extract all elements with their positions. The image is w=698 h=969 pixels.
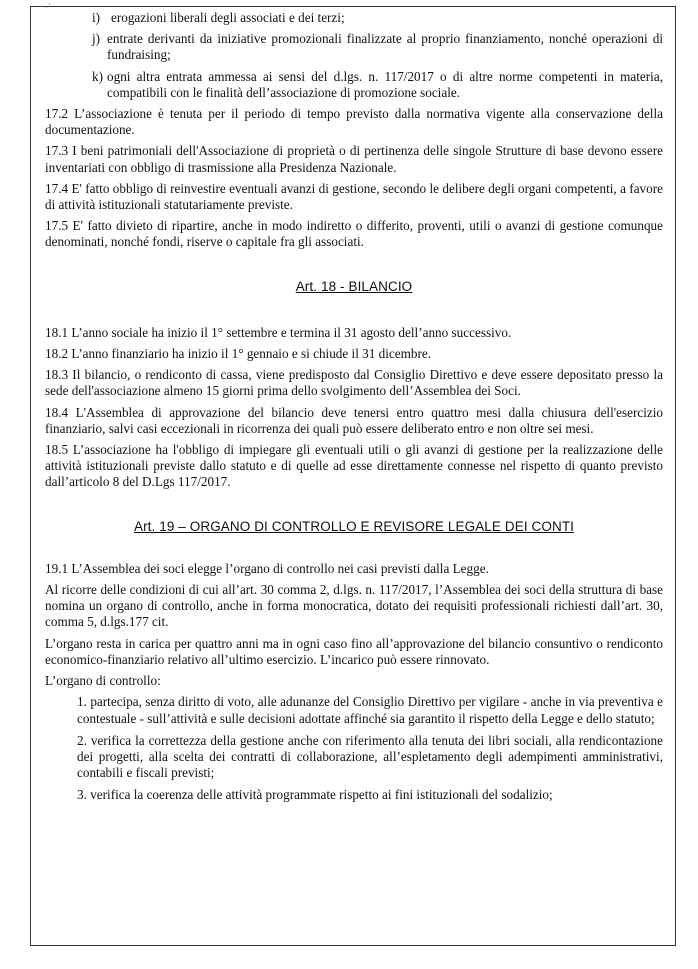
control-duties-list (45, 694, 663, 803)
list-item-i (45, 10, 663, 26)
document-body (45, 10, 663, 810)
list-marker: j) (92, 31, 101, 47)
paragraph-19-control-intro: L’organo di controllo: (45, 673, 161, 689)
list-item: 1. partecipa, senza diritto di voto, alle adunanze del Consiglio Direttivo per vigilare - anche in via preventiva e contestuale - sull’attività e sulle decisioni adottate affinché sia garantito il rispetto della Legge e dello statuto; (77, 694, 663, 726)
paragraph-18-1: 18.1 L’anno sociale ha inizio il 1° settembre e termina il 31 agosto dell’anno successivo. (45, 324, 512, 340)
list-item-text: ogni altra entrata ammessa ai sensi del d.lgs. n. 117/2017 o di altre norme competenti in materia, compatibili con le finalità dell’associazione di promozione sociale. (107, 68, 663, 100)
paragraph-17-2: 17.2 L’associazione è tenuta per il periodo di tempo previsto dalla normativa vigente alla conservazione della documentazione. (45, 106, 663, 138)
paragraph-17-5: 17.5 E' fatto divieto di ripartire, anche in modo indiretto o differito, proventi, utili o avanzi di gestione comunque denominati, nonché fondi, riserve o capitale fra gli associati. (45, 218, 663, 250)
list-item-k (45, 69, 663, 101)
paragraph-18-4: 18.4 L'Assemblea di approvazione del bilancio deve tenersi entro quattro mesi dalla chiusura dell'esercizio finanziario, salvi casi eccezionali in ricorrenza dei quali può essere deliberato entro e non oltre sei mesi. (45, 404, 663, 436)
paragraph-18-3: 18.3 Il bilancio, o rendiconto di cassa, viene predisposto dal Consiglio Direttivo e deve essere depositato presso la sede dell'associazione almeno 15 giorni prima dello svolgimento dell’Assemblea dei Soci. (45, 367, 663, 399)
list-item-text: entrate derivanti da iniziative promozionali finalizzate al proprio finanziamento, nonché operazioni di fundraising; (107, 31, 663, 63)
paragraph-19-term: L’organo resta in carica per quattro anni ma in ogni caso fino all’approvazione del bilancio consuntivo o rendiconto economico-finanziario relativo all’ultimo esercizio. L’incarico può essere rinnovato. (45, 635, 663, 667)
scan-mark: ·´ (45, 2, 51, 12)
article-18-heading: Art. 18 - BILANCIO (295, 278, 413, 294)
list-item: 2. verifica la correttezza della gestione anche con riferimento alla tenuta dei libri sociali, alla rendicontazione dei progetti, alla scelta dei contratti di collaborazione, all’espletamento degli adempimenti amministrativi, contabili e fiscali previsti; (77, 732, 663, 781)
list-item-j (45, 31, 663, 63)
paragraph-18-5: 18.5 L’associazione ha l'obbligo di impiegare gli eventuali utili o gli avanzi di gestione per la realizzazione delle attività istituzionali previste dallo statuto e di quelle ad esse direttamente connesse nel rispetto di quanto previsto dall’articolo 8 del D.Lgs 117/2017. (45, 442, 663, 490)
paragraph-18-2: 18.2 L’anno finanziario ha inizio il 1° gennaio e si chiude il 31 dicembre. (45, 346, 432, 362)
paragraph-17-4: 17.4 E' fatto obbligo di reinvestire eventuali avanzi di gestione, secondo le delibere degli organi competenti, a favore di attività istituzionali statutariamente previste. (45, 180, 663, 213)
list-item: 3. verifica la coerenza delle attività programmate rispetto ai fini istituzionali del sodalizio; (77, 787, 553, 803)
list-marker: i) (92, 10, 101, 25)
paragraph-19-conditions: Al ricorre delle condizioni di cui all’art. 30 comma 2, d.lgs. n. 117/2017, l’Assemblea dei soci della struttura di base nomina un organo di controllo, anche in forma monocratica, dotato dei requisiti professionali richiesti dall’art. 30, comma 5, d.lgs.177 cit. (45, 582, 663, 630)
paragraph-19-1: 19.1 L’Assemblea dei soci elegge l’organo di controllo nei casi previsti dalla Legge. (45, 560, 489, 576)
list-item-text: erogazioni liberali degli associati e dei terzi; (111, 10, 345, 25)
paragraph-17-3: 17.3 I beni patrimoniali dell'Associazione di proprietà o di pertinenza delle singole Strutture di base devono essere inventariati con obbligo di trasmissione alla Presidenza Nazionale. (45, 143, 663, 175)
article-19-heading: Art. 19 – ORGANO DI CONTROLLO E REVISORE LEGALE DEI CONTI (133, 518, 575, 534)
list-marker: k) (92, 68, 103, 84)
